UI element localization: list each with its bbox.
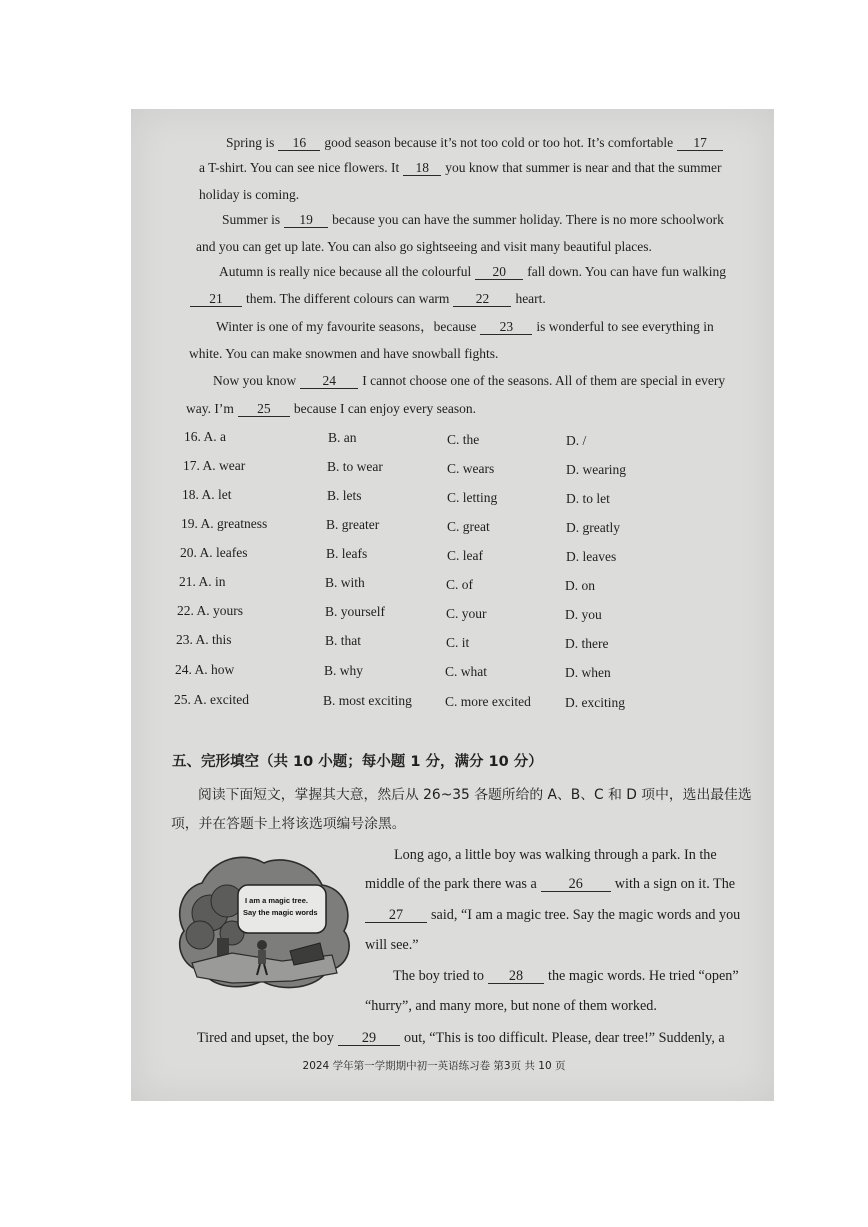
section5-instruction-line2: 项，并在答题卡上将该选项编号涂黑。 [171,816,406,832]
blank-22: 22 [453,292,511,307]
option-16b: B. an [328,430,357,445]
option-16c: C. the [447,432,480,447]
option-23b: B. that [325,633,361,648]
option-18d: D. to let [566,491,610,506]
option-17c: C. wears [447,461,495,476]
blank-21: 21 [190,292,242,307]
option-17d: D. wearing [566,462,626,477]
p5-line2: way. I’m 25 because I can enjoy every season. [186,401,477,416]
p2-line2: and you can get up late. You can also go sightseeing and visit many beautiful places. [196,239,652,254]
p8-line1: Tired and upset, the boy 29 out, “This is too difficult. Please, dear tree!” Suddenly, a [197,1030,725,1046]
blank-27: 27 [365,908,427,923]
option-17b: B. to wear [327,459,383,474]
option-17a: 17. A. wear [183,458,246,473]
blank-19: 19 [284,213,328,228]
option-25c: C. more excited [445,694,531,709]
option-24d: D. when [565,665,611,680]
p7-line1: The boy tried to 28 the magic words. He tried “open” [393,968,739,984]
option-23d: D. there [565,636,609,651]
option-19b: B. greater [326,517,380,532]
option-20d: D. leaves [566,549,617,564]
section5-heading: 五、完形填空（共 10 小题；每小题 1 分，满分 10 分） [172,754,543,770]
p7-line2: “hurry”, and many more, but none of them worked. [365,998,657,1014]
option-19c: C. great [447,519,490,534]
option-21c: C. of [446,577,473,592]
p2-line1: Summer is 19 because you can have the summer holiday. There is no more schoolwork [222,212,724,227]
option-16d: D. / [566,433,587,448]
blank-24: 24 [300,374,358,389]
option-18c: C. letting [447,490,498,505]
option-25b: B. most exciting [323,693,412,708]
p3-line2: 21 them. The different colours can warm 22 heart. [190,290,546,308]
p5-line1: Now you know 24 I cannot choose one of the seasons. All of them are special in every [213,373,726,388]
option-25d: D. exciting [565,695,625,710]
option-24a: 24. A. how [175,662,235,677]
option-24c: C. what [445,664,487,679]
blank-26: 26 [541,877,611,892]
option-23a: 23. A. this [176,632,232,647]
sign-text-line1: I am a magic tree. [245,896,308,905]
sign-text-line2: Say the magic words [243,908,318,917]
option-21b: B. with [325,575,365,590]
blank-17: 17 [677,136,723,151]
option-20b: B. leafs [326,546,368,561]
option-19d: D. greatly [566,520,620,535]
p6-line3: 27 said, “I am a magic tree. Say the magic words and you [365,906,740,924]
option-22c: C. your [446,606,487,621]
option-18a: 18. A. let [182,487,232,502]
option-22b: B. yourself [325,604,385,619]
option-20c: C. leaf [447,548,483,563]
p1-line1: Spring is 16 good season because it’s not too cold or too hot. It’s comfortable 17 [226,134,727,152]
blank-29: 29 [338,1031,400,1046]
blank-23: 23 [480,320,532,335]
magic-tree-illustration [172,843,356,993]
option-23c: C. it [446,635,470,650]
option-20a: 20. A. leafes [180,545,248,560]
option-21d: D. on [565,578,595,593]
blank-28: 28 [488,969,544,984]
option-24b: B. why [324,663,364,678]
p4-line1: Winter is one of my favourite seasons，because 23 is wonderful to see everything in [216,319,714,334]
p1-line3: holiday is coming. [199,187,300,202]
p3-line1: Autumn is really nice because all the colourful 20 fall down. You can have fun walking [219,264,727,279]
option-21a: 21. A. in [179,574,226,589]
p6-line4: will see.” [365,937,419,953]
option-22a: 22. A. yours [177,603,244,618]
option-18b: B. lets [327,488,362,503]
option-22d: D. you [565,607,602,622]
page-footer: 2024 学年第一学期期中初一英语练习卷 第3页 共 10 页 [302,1060,566,1072]
blank-18: 18 [403,161,441,176]
option-19a: 19. A. greatness [181,516,268,531]
blank-20: 20 [475,265,523,280]
blank-16: 16 [278,136,320,151]
option-25a: 25. A. excited [174,692,249,707]
p6-line1: Long ago, a little boy was walking through a park. In the [394,847,717,863]
p1-line2: a T-shirt. You can see nice flowers. It 18 you know that summer is near and that the summer [199,160,722,175]
section5-instruction-line1: 阅读下面短文，掌握其大意，然后从 26~35 各题所给的 A、B、C 和 D 项中，选出最佳选 [198,787,752,803]
blank-25: 25 [238,402,290,417]
p4-line2: white. You can make snowmen and have snowball fights. [189,346,499,361]
option-16a: 16. A. a [184,429,226,444]
p6-line2: middle of the park there was a 26 with a sign on it. The [365,876,736,892]
